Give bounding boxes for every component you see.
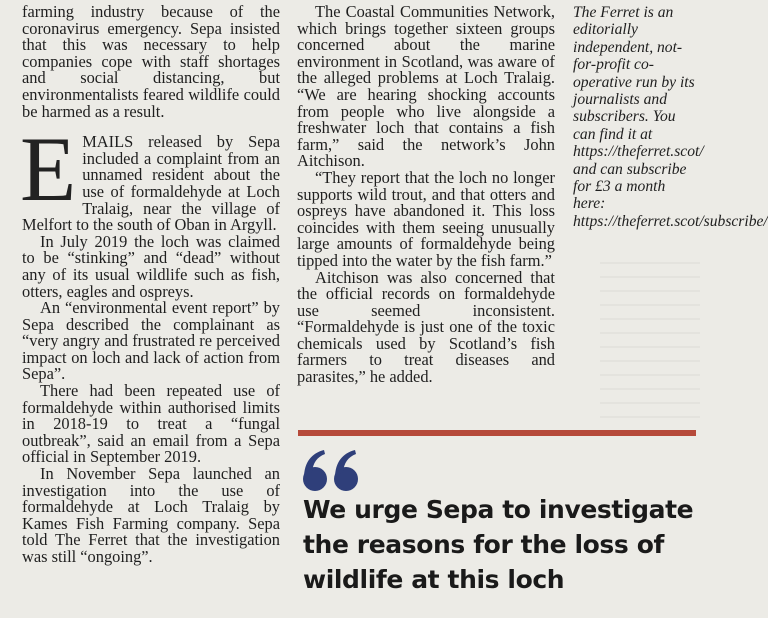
ferret-note-text: The Ferret is an editorially independent, not-for-profit co-operative run by its journalists and subscribers. You can find it at https://theferret.scot/ and can subscribe for £3 a month here: https://theferret.scot/subscribe/ — [573, 4, 768, 230]
dropcap-paragraph-text: MAILS released by Sepa included a complaint from an unnamed resident about the use of formaldehyde at Loch Tralaig, near the village of Melfort to the south of Oban in Argyll. — [22, 132, 280, 235]
paragraph-3: In July 2019 the loch was claimed to be “stinking” and “dead” without any of its usual wildlife such as fish, otters, eagles and ospreys. — [22, 231, 280, 301]
paragraph-7: The Coastal Communities Network, which brings together sixteen groups concerned about the marine environment in Scotland, was aware of the alleged problems at Loch Tralaig. “We are hearing shocking accounts from people who live alongside a freshwater loch that contains a fish farm,” said the network’s John Aitchison. — [297, 2, 555, 171]
paragraph-8: “They report that the loch no longer supports wild trout, and that otters and ospreys have abandoned it. This loss coincides with them seeing unusually large amounts of formaldehyde being tipped into the water by the fish farm.” — [297, 167, 555, 270]
opening-quote-icon — [300, 448, 364, 492]
article-column-2 — [297, 4, 555, 386]
show-through-texture — [600, 250, 700, 430]
paragraph-4: An “environmental event report” by Sepa described the complainant as “very angry and frustrated re perceived impact on loch and lack of action from Sepa”. — [22, 298, 280, 384]
pull-quote: We urge Sepa to investigate the reasons for the loss of wildlife at this loch — [303, 495, 694, 594]
sidebar-note — [573, 4, 768, 230]
paragraph-dropcap — [20, 118, 280, 235]
paragraph-1: farming industry because of the coronavirus emergency. Sepa insisted that this was necessary to help companies cope with staff shortages and social distancing, but environmentalists feared wildlife could be harmed as a result. — [22, 2, 280, 121]
paragraph-6: In November Sepa launched an investigation into the use of formaldehyde at Loch Tralaig by Kames Fish Farming company. Sepa told The Ferret that the investigation was still “ongoing”. — [22, 464, 280, 566]
pull-quote-rule — [298, 430, 696, 436]
drop-cap: E — [20, 118, 77, 221]
paragraph-9: Aitchison was also concerned that the official records on formaldehyde use seemed inconsistent. “Formaldehyde is just one of the toxic chemicals used by Scotland’s fish farmers to treat diseases and parasites,” he added. — [297, 267, 555, 387]
paragraph-5: There had been repeated use of formaldehyde within authorised limits in 2018-19 to treat a “fungal outbreak”, said an email from a Sepa official in September 2019. — [22, 381, 280, 467]
article-column-1 — [22, 4, 280, 566]
